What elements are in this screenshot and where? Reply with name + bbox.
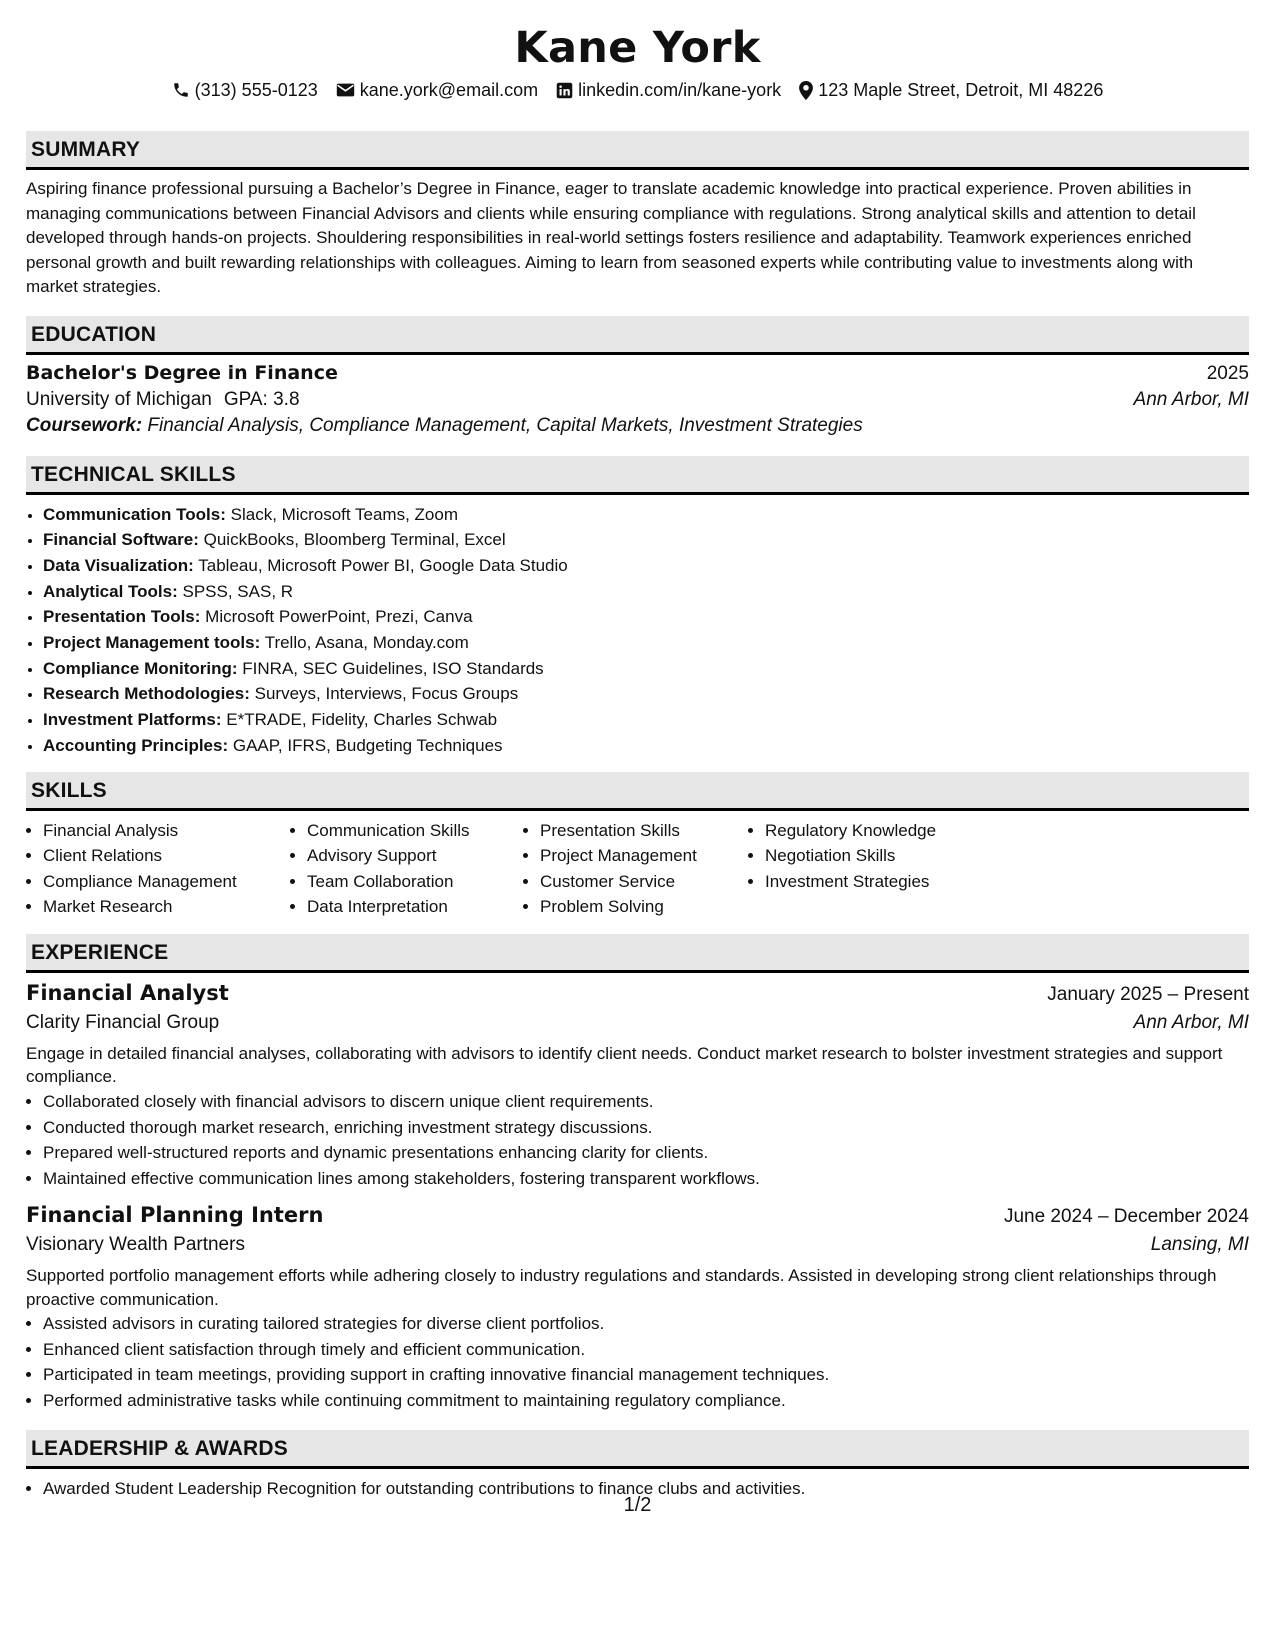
list-item: • Presentation Skills bbox=[540, 818, 748, 844]
graduation-year: 2025 bbox=[1206, 362, 1249, 384]
contact-email[interactable] bbox=[336, 78, 538, 102]
contact-phone bbox=[172, 78, 318, 102]
list-item: • Team Collaboration bbox=[307, 869, 523, 895]
school-name: University of Michigan bbox=[26, 388, 212, 410]
list-item: • Research Methodologies: Surveys, Interviews, Focus Groups bbox=[43, 681, 1249, 707]
list-item: • Accounting Principles: GAAP, IFRS, Budgeting Techniques bbox=[43, 733, 1249, 759]
job-company-row bbox=[26, 1234, 1249, 1256]
list-item: • Compliance Management bbox=[43, 869, 290, 895]
job-entry bbox=[26, 981, 1249, 1191]
phone-text: (313) 555-0123 bbox=[194, 80, 318, 100]
job-header-row bbox=[26, 981, 1249, 1006]
job-description: Engage in detailed financial analyses, collaborating with advisors to identify client needs. Conduct market research to bolster investment strategies and support compliance. bbox=[26, 1043, 1223, 1087]
page-number: 1/2 bbox=[623, 1494, 652, 1516]
list-item: • Collaborated closely with financial advisors to discern unique client requirements. bbox=[43, 1089, 1249, 1115]
section-heading: SKILLS bbox=[26, 772, 1249, 811]
job-company-row bbox=[26, 1012, 1249, 1034]
job-company: Clarity Financial Group bbox=[26, 1011, 220, 1033]
job-description: Supported portfolio management efforts while adhering closely to industry regulations and standards. Assisted in developing strong client relationships through proactive communication. bbox=[26, 1266, 1217, 1309]
list-item: • Advisory Support bbox=[307, 843, 523, 869]
job-dates: June 2024 – December 2024 bbox=[1003, 1206, 1249, 1228]
resume-page bbox=[26, 0, 1249, 1501]
email-text[interactable]: kane.york@email.com bbox=[359, 80, 539, 100]
contact-bar bbox=[26, 78, 1249, 102]
list-item: • Client Relations bbox=[43, 843, 290, 869]
coursework-label: Coursework: bbox=[26, 414, 143, 436]
list-item: • Market Research bbox=[43, 894, 290, 920]
phone-icon bbox=[172, 81, 190, 99]
list-item: • Investment Platforms: E*TRADE, Fidelity, Charles Schwab bbox=[43, 707, 1249, 733]
job-location: Ann Arbor, MI bbox=[1133, 1011, 1249, 1033]
technical-skills-section bbox=[26, 456, 1249, 759]
coursework-line bbox=[26, 415, 1249, 437]
linkedin-text[interactable]: linkedin.com/in/kane-york bbox=[578, 80, 782, 100]
envelope-icon bbox=[336, 82, 355, 98]
list-item: • Analytical Tools: SPSS, SAS, R bbox=[43, 579, 1249, 605]
job-title: Financial Planning Intern bbox=[26, 1203, 324, 1228]
job-entry bbox=[26, 1203, 1249, 1413]
skills-column bbox=[290, 818, 523, 920]
list-item: • Compliance Monitoring: FINRA, SEC Guidelines, ISO Standards bbox=[43, 656, 1249, 682]
list-item: • Enhanced client satisfaction through timely and efficient communication. bbox=[43, 1337, 1249, 1363]
gpa: GPA: 3.8 bbox=[223, 388, 300, 410]
section-heading: LEADERSHIP & AWARDS bbox=[26, 1430, 1249, 1469]
candidate-name: Kane York bbox=[514, 23, 761, 73]
list-item: • Data Interpretation bbox=[307, 894, 523, 920]
list-item: • Awarded Student Leadership Recognition for outstanding contributions to finance clubs and activities. bbox=[43, 1476, 1249, 1501]
linkedin-icon bbox=[556, 82, 573, 99]
list-item: • Negotiation Skills bbox=[765, 843, 985, 869]
job-bullets bbox=[26, 1089, 1249, 1191]
summary-section bbox=[26, 131, 1249, 300]
list-item: • Participated in team meetings, providing support in crafting innovative financial management techniques. bbox=[43, 1362, 1249, 1388]
list-item: • Financial Analysis bbox=[43, 818, 290, 844]
list-item: • Project Management tools: Trello, Asana, Monday.com bbox=[43, 630, 1249, 656]
leadership-section bbox=[26, 1430, 1249, 1501]
contact-address bbox=[799, 78, 1103, 102]
section-heading: EDUCATION bbox=[26, 316, 1249, 355]
summary-text: Aspiring finance professional pursuing a Bachelor’s Degree in Finance, eager to translate academic knowledge into practical experience. Proven abilities in managing communications between Financial Advisors and clients while ensuring compliance with regulations. Strong analytical skills and attention to detail developed through hands-on projects. Shouldering responsibilities in real-world settings fosters resilience and adaptability. Teamwork experiences enriched personal growth and built rewarding relationships with colleagues. Aiming to learn from seasoned experts while contributing value to investments along with market strategies. bbox=[26, 179, 1196, 296]
list-item: • Conducted thorough market research, enriching investment strategy discussions. bbox=[43, 1115, 1249, 1141]
job-title: Financial Analyst bbox=[26, 980, 229, 1005]
skills-section bbox=[26, 772, 1249, 920]
skills-column bbox=[523, 818, 748, 920]
section-heading: SUMMARY bbox=[26, 131, 1249, 170]
degree-title: Bachelor's Degree in Finance bbox=[26, 361, 338, 384]
list-item: • Regulatory Knowledge bbox=[765, 818, 985, 844]
list-item: • Project Management bbox=[540, 843, 748, 869]
list-item: • Performed administrative tasks while continuing commitment to maintaining regulatory compliance. bbox=[43, 1388, 1249, 1414]
section-heading: EXPERIENCE bbox=[26, 934, 1249, 973]
list-item: • Communication Tools: Slack, Microsoft Teams, Zoom bbox=[43, 502, 1249, 528]
job-location: Lansing, MI bbox=[1150, 1234, 1249, 1256]
job-bullets bbox=[26, 1311, 1249, 1413]
education-school-row bbox=[26, 389, 1249, 411]
list-item: • Assisted advisors in curating tailored strategies for diverse client portfolios. bbox=[43, 1311, 1249, 1337]
list-item: • Customer Service bbox=[540, 869, 748, 895]
list-item: • Presentation Tools: Microsoft PowerPoint, Prezi, Canva bbox=[43, 604, 1249, 630]
map-pin-icon bbox=[799, 81, 813, 100]
school-location: Ann Arbor, MI bbox=[1133, 388, 1249, 410]
coursework-list: Financial Analysis, Compliance Management, Capital Markets, Investment Strategies bbox=[147, 414, 863, 436]
skills-column bbox=[26, 818, 290, 920]
skills-column bbox=[748, 818, 985, 920]
address-text: 123 Maple Street, Detroit, MI 48226 bbox=[818, 80, 1104, 100]
list-item: • Data Visualization: Tableau, Microsoft Power BI, Google Data Studio bbox=[43, 553, 1249, 579]
technical-skills-list bbox=[26, 502, 1249, 759]
school-line bbox=[26, 389, 300, 411]
contact-linkedin[interactable] bbox=[556, 78, 781, 102]
list-item: • Maintained effective communication lines among stakeholders, fostering transparent workflows. bbox=[43, 1166, 1249, 1192]
list-item: • Financial Software: QuickBooks, Bloomberg Terminal, Excel bbox=[43, 527, 1249, 553]
job-header-row bbox=[26, 1203, 1249, 1228]
education-section bbox=[26, 316, 1249, 437]
list-item: • Problem Solving bbox=[540, 894, 748, 920]
list-item: • Investment Strategies bbox=[765, 869, 985, 895]
list-item: • Communication Skills bbox=[307, 818, 523, 844]
job-dates: January 2025 – Present bbox=[1047, 983, 1249, 1005]
skills-grid bbox=[26, 818, 1249, 920]
education-row bbox=[26, 362, 1249, 385]
job-company: Visionary Wealth Partners bbox=[26, 1234, 245, 1256]
list-item: • Prepared well-structured reports and dynamic presentations enhancing clarity for clients. bbox=[43, 1140, 1249, 1166]
experience-section bbox=[26, 934, 1249, 1414]
section-heading: TECHNICAL SKILLS bbox=[26, 456, 1249, 495]
